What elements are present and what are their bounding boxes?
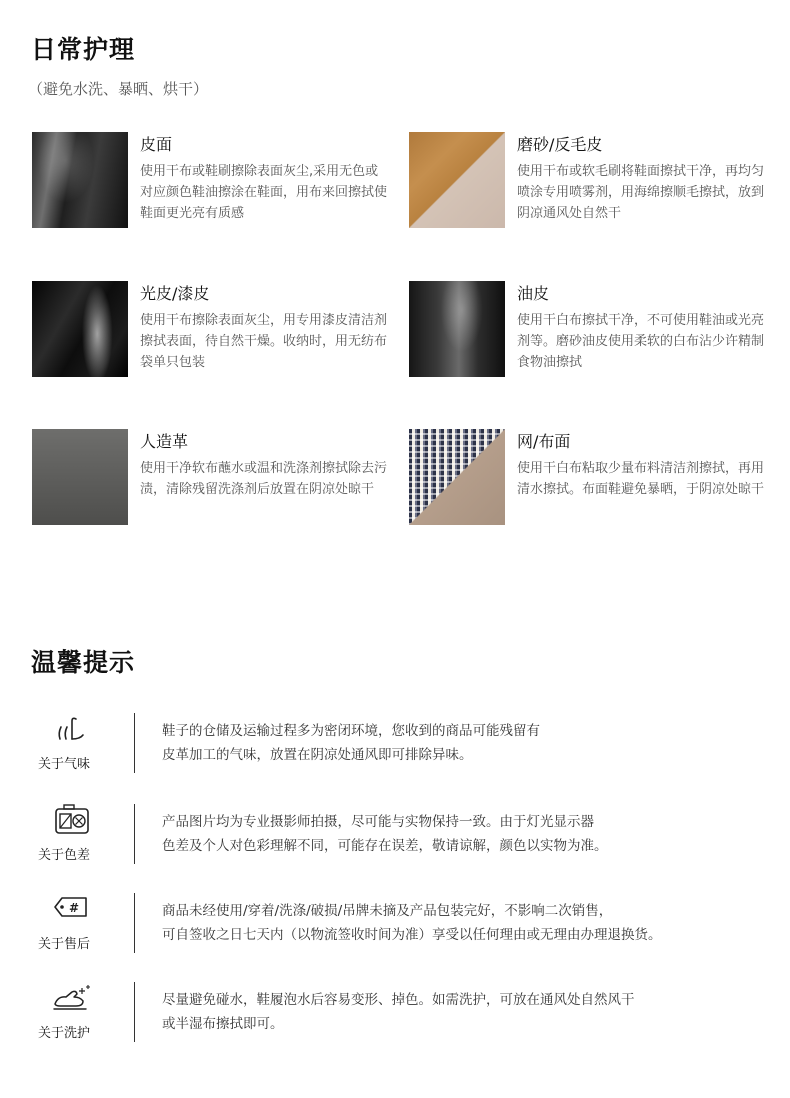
care-item-oil-leather bbox=[409, 281, 769, 377]
care-title: 日常护理 bbox=[31, 35, 136, 64]
tip-text bbox=[162, 810, 772, 858]
care-item-mesh bbox=[409, 429, 769, 525]
tip-text bbox=[162, 719, 772, 767]
mesh-swatch bbox=[409, 429, 505, 525]
care-item-suede bbox=[409, 132, 769, 228]
tag-icon bbox=[50, 893, 94, 923]
care-item-name: 皮面 bbox=[140, 135, 173, 154]
odor-icon bbox=[50, 713, 94, 743]
care-subtitle: （避免水洗、暴晒、烘干） bbox=[28, 80, 209, 98]
divider bbox=[134, 893, 135, 953]
camera-icon bbox=[50, 802, 94, 836]
tip-line: 色差及个人对色彩理解不同，可能存在误差，敬请谅解，颜色以实物为准。 bbox=[162, 838, 608, 854]
tip-odor bbox=[30, 713, 770, 775]
care-item-name: 光皮/漆皮 bbox=[140, 284, 210, 303]
care-item-desc: 使用干净软布蘸水或温和洗涤剂擦拭除去污渍，清除残留洗涤剂后放置在阴凉处晾干 bbox=[140, 461, 388, 497]
tip-line: 或半湿布擦拭即可。 bbox=[162, 1016, 284, 1032]
synthetic-swatch bbox=[32, 429, 128, 525]
leather-swatch bbox=[32, 132, 128, 228]
wash-icon bbox=[50, 982, 94, 1012]
divider bbox=[134, 982, 135, 1042]
tip-text bbox=[162, 899, 772, 947]
divider bbox=[134, 804, 135, 864]
care-item-desc: 使用干布擦除表面灰尘，用专用漆皮清洁剂擦拭表面，待自然干燥。收纳时，用无纺布袋单只包装 bbox=[140, 313, 388, 370]
patent-swatch bbox=[32, 281, 128, 377]
svg-text:#: # bbox=[69, 901, 80, 915]
tip-text bbox=[162, 988, 772, 1036]
tip-label: 关于售后 bbox=[38, 937, 91, 952]
tip-line: 尽量避免碰水，鞋履泡水后容易变形、掉色。如需洗护，可放在通风处自然风干 bbox=[162, 992, 635, 1008]
tips-title: 温馨提示 bbox=[31, 648, 136, 677]
care-item-name: 磨砂/反毛皮 bbox=[517, 135, 603, 154]
care-item-patent bbox=[32, 281, 392, 377]
care-item-name: 油皮 bbox=[517, 284, 550, 303]
tip-line: 皮革加工的气味，放置在阴凉处通风即可排除异味。 bbox=[162, 747, 473, 763]
tip-line: 鞋子的仓储及运输过程多为密闭环境，您收到的商品可能残留有 bbox=[162, 723, 540, 739]
tip-line: 产品图片均为专业摄影师拍摄，尽可能与实物保持一致。由于灯光显示器 bbox=[162, 814, 594, 830]
tip-label: 关于色差 bbox=[38, 848, 91, 863]
tip-label: 关于洗护 bbox=[38, 1026, 91, 1041]
suede-swatch bbox=[409, 132, 505, 228]
tip-washing bbox=[30, 982, 770, 1044]
tip-line: 可自签收之日七天内（以物流签收时间为准）享受以任何理由或无理由办理退换货。 bbox=[162, 927, 662, 943]
oil-leather-swatch bbox=[409, 281, 505, 377]
care-item-desc: 使用干白布粘取少量布料清洁剂擦拭，再用清水擦拭。布面鞋避免暴晒，于阴凉处晾干 bbox=[517, 461, 765, 497]
tip-after-sales bbox=[30, 893, 770, 955]
care-item-name: 人造革 bbox=[140, 432, 189, 451]
care-item-synthetic bbox=[32, 429, 392, 525]
tip-color-difference bbox=[30, 804, 770, 866]
divider bbox=[134, 713, 135, 773]
care-item-desc: 使用干白布擦拭干净，不可使用鞋油或光亮剂等。磨砂油皮使用柔软的白布沾少许精制食物油擦拭 bbox=[517, 313, 765, 370]
tip-line: 商品未经使用/穿着/洗涤/破损/吊牌未摘及产品包装完好，不影响二次销售， bbox=[162, 903, 613, 919]
tip-label: 关于气味 bbox=[38, 757, 91, 772]
care-item-name: 网/布面 bbox=[517, 432, 571, 451]
care-item-desc: 使用干布或软毛刷将鞋面擦拭干净，再均匀喷涂专用喷雾剂，用海绵擦顺毛擦拭，放到阴凉通风处自然干 bbox=[517, 164, 765, 221]
care-item-desc: 使用干布或鞋刷擦除表面灰尘,采用无色或对应颜色鞋油擦涂在鞋面，用布来回擦拭使鞋面更光亮有质感 bbox=[140, 164, 388, 221]
care-item-leather bbox=[32, 132, 392, 228]
